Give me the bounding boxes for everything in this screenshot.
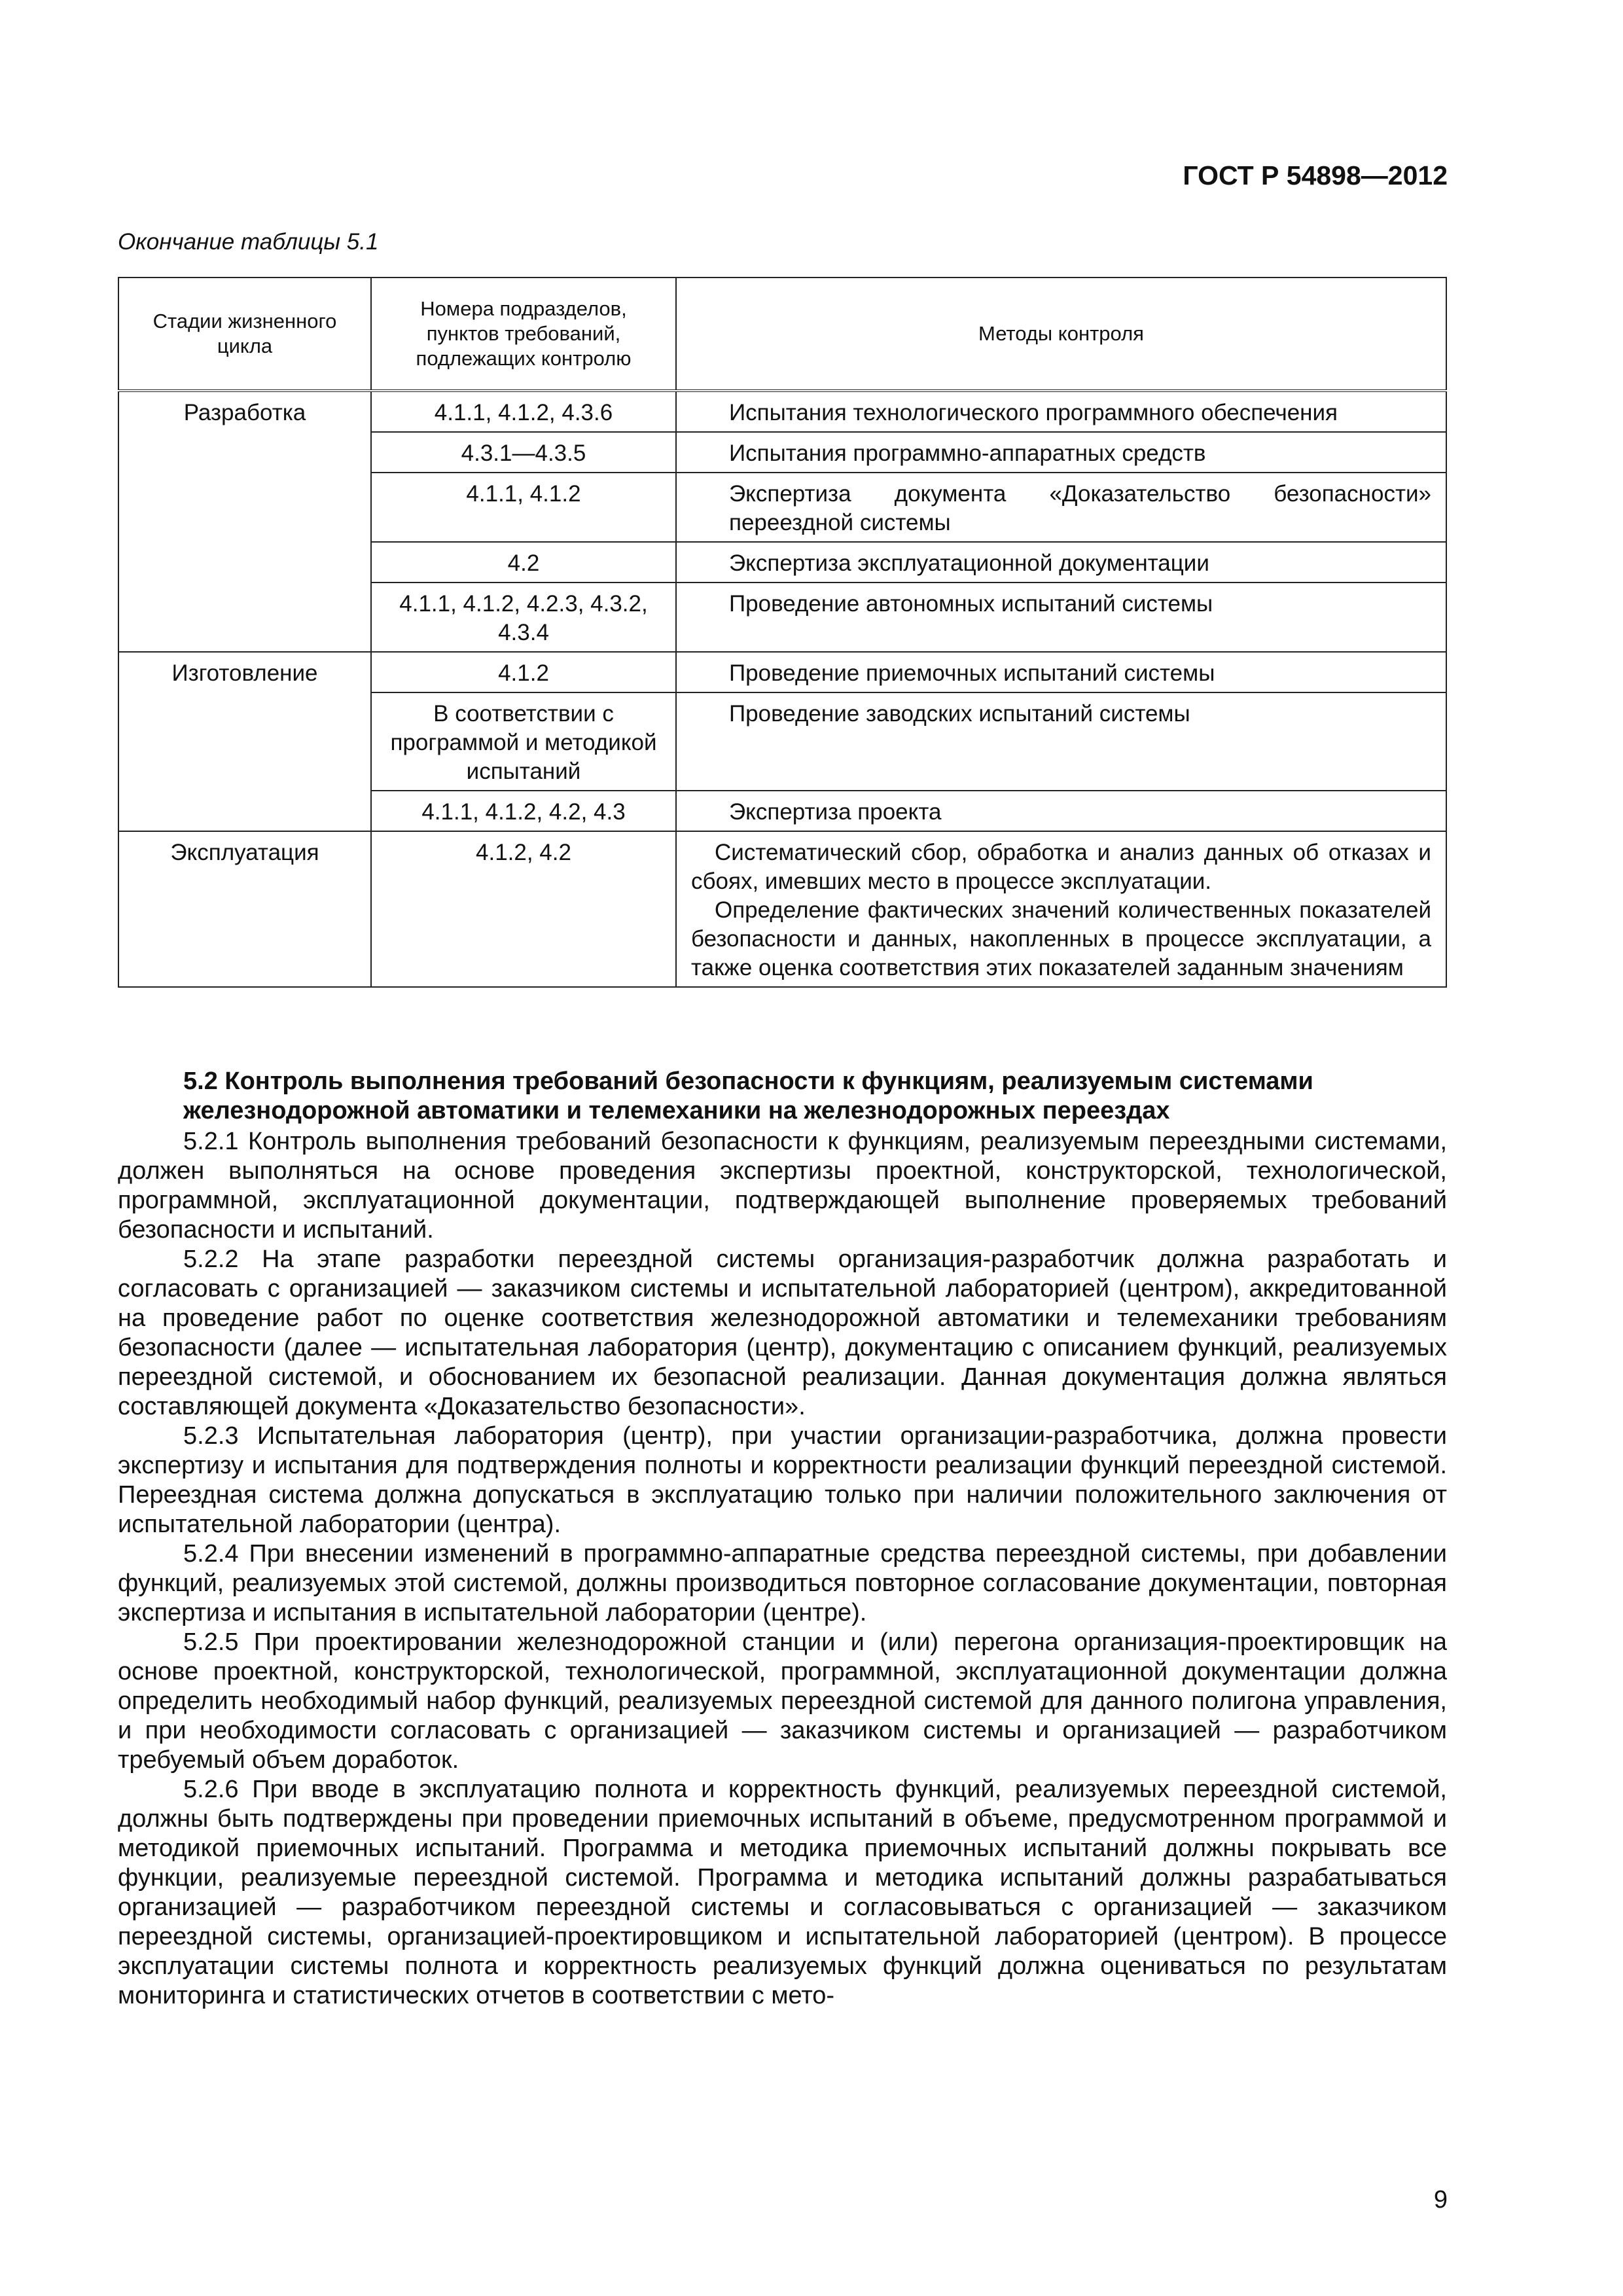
table-row <box>118 831 1446 987</box>
stage-cell: Изготовление <box>118 652 371 692</box>
items-cell: 4.1.1, 4.1.2, 4.2.3, 4.3.2, 4.3.4 <box>371 583 676 652</box>
stage-cell: Разработка <box>118 391 371 432</box>
paragraph: 5.2.3 Испытательная лаборатория (центр), при участии организации-разработчика, должна провести экспертизу и испытания для подтверждения полноты и корректности реализации функций переездной системой. Переездная система должна допускаться в эксплуатацию только при наличии положительного заключения от испытательной лаборатории (центра). <box>118 1422 1447 1538</box>
method-cell <box>676 831 1446 987</box>
table-row <box>118 542 1446 583</box>
table-row <box>118 583 1446 652</box>
method-cell: Проведение приемочных испытаний системы <box>676 652 1446 692</box>
method-cell: Проведение заводских испытаний системы <box>676 692 1446 791</box>
items-cell: 4.1.2, 4.2 <box>371 831 676 987</box>
items-cell: 4.1.2 <box>371 652 676 692</box>
items-cell: 4.1.1, 4.1.2, 4.3.6 <box>371 391 676 432</box>
items-cell: 4.1.1, 4.1.2 <box>371 473 676 542</box>
paragraph: 5.2.4 При внесении изменений в программно-аппаратные средства переездной системы, при добавлении функций, реализуемых этой системой, должны производиться повторное согласование документации, повторная экспертиза и испытания в испытательной лаборатории (центре). <box>118 1540 1447 1626</box>
method-cell: Испытания технологического программного обеспечения <box>676 391 1446 432</box>
method-cell: Экспертиза документа «Доказательство безопасности» переездной системы <box>676 473 1446 542</box>
table-row <box>118 692 1446 791</box>
table-row <box>118 652 1446 692</box>
header-items: Номера подразделов, пунктов требований, подлежащих контролю <box>371 278 676 391</box>
stage-cell: Эксплуатация <box>118 831 371 987</box>
table-caption: Окончание таблицы 5.1 <box>118 229 379 255</box>
standard-number: ГОСТ Р 54898—2012 <box>1183 160 1448 190</box>
header-stage: Стадии жизненного цикла <box>118 278 371 391</box>
paragraph: 5.2.5 При проектировании железнодорожной станции и (или) перегона организация-проектировщик на основе проектной, конструкторской, технологической, программной, эксплуатационной документации должна определить необходимый набор функций, реализуемых переездной системой для данного полигона управления, и при необходимости согласовать с организацией — заказчиком системы и организацией — разработчиком требуемый объем доработок. <box>118 1628 1447 1774</box>
page-number: 9 <box>1433 2186 1448 2214</box>
table-header-row <box>118 278 1446 391</box>
method-text: Систематический сбор, обработка и анализ данных об отказах и сбоях, имевших место в процессе эксплуатации. <box>691 840 1431 894</box>
section-heading: 5.2 Контроль выполнения требований безопасности к функциям, реализуемым системами железнодорожной автоматики и телемеханики на железнодорожных переездах <box>183 1067 1313 1124</box>
paragraph: 5.2.1 Контроль выполнения требований безопасности к функциям, реализуемым переездными системами, должен выполняться на основе проведения экспертизы проектной, конструкторской, технологической, программной, эксплуатационной документации, подтверждающей выполнение проверяемых требований безопасности и испытаний. <box>118 1128 1447 1244</box>
paragraph: 5.2.6 При вводе в эксплуатацию полнота и корректность функций, реализуемых переездной системой, должны быть подтверждены при проведении приемочных испытаний в объеме, предусмотренном программой и методикой приемочных испытаний. Программа и методика приемочных испытаний должны покрывать все функции, реализуемые переездной системой. Программа и методика испытаний должны разрабатываться организацией — разработчиком переездной системы и согласовываться с организацией — заказчиком переездной системы, организацией-проектировщиком и испытательной лабораторией (центром). В процессе эксплуатации системы полнота и корректность реализуемых функций должна оцениваться по результатам мониторинга и статистических отчетов в соответствии с мето- <box>118 1776 1447 2009</box>
method-text: Определение фактических значений количественных показателей безопасности и данных, накопленных в процессе эксплуатации, а также оценка соответствия этих показателей заданным значениям <box>691 897 1431 980</box>
control-methods-table <box>118 277 1447 988</box>
table-row <box>118 791 1446 831</box>
table-row <box>118 432 1446 473</box>
method-cell: Проведение автономных испытаний системы <box>676 583 1446 652</box>
method-cell: Испытания программно-аппаратных средств <box>676 432 1446 473</box>
method-cell: Экспертиза проекта <box>676 791 1446 831</box>
table-row <box>118 391 1446 432</box>
header-methods: Методы контроля <box>676 278 1446 391</box>
paragraph: 5.2.2 На этапе разработки переездной системы организация-разработчик должна разработать и согласовать с организацией — заказчиком системы и испытательной лабораторией (центром), аккредитованной на проведение работ по оценке соответствия железнодорожной автоматики и телемеханики требованиям безопасности (далее — испытательная лаборатория (центр), документацию с описанием функций, реализуемых переездной системой, и обоснованием их безопасной реализации. Данная документация должна являться составляющей документа «Доказательство безопасности». <box>118 1246 1447 1420</box>
table-row <box>118 473 1446 542</box>
items-cell: 4.2 <box>371 542 676 583</box>
items-cell: В соответствии с программой и методикой испытаний <box>371 692 676 791</box>
items-cell: 4.3.1—4.3.5 <box>371 432 676 473</box>
items-cell: 4.1.1, 4.1.2, 4.2, 4.3 <box>371 791 676 831</box>
method-cell: Экспертиза эксплуатационной документации <box>676 542 1446 583</box>
section-body <box>118 1067 1447 2011</box>
